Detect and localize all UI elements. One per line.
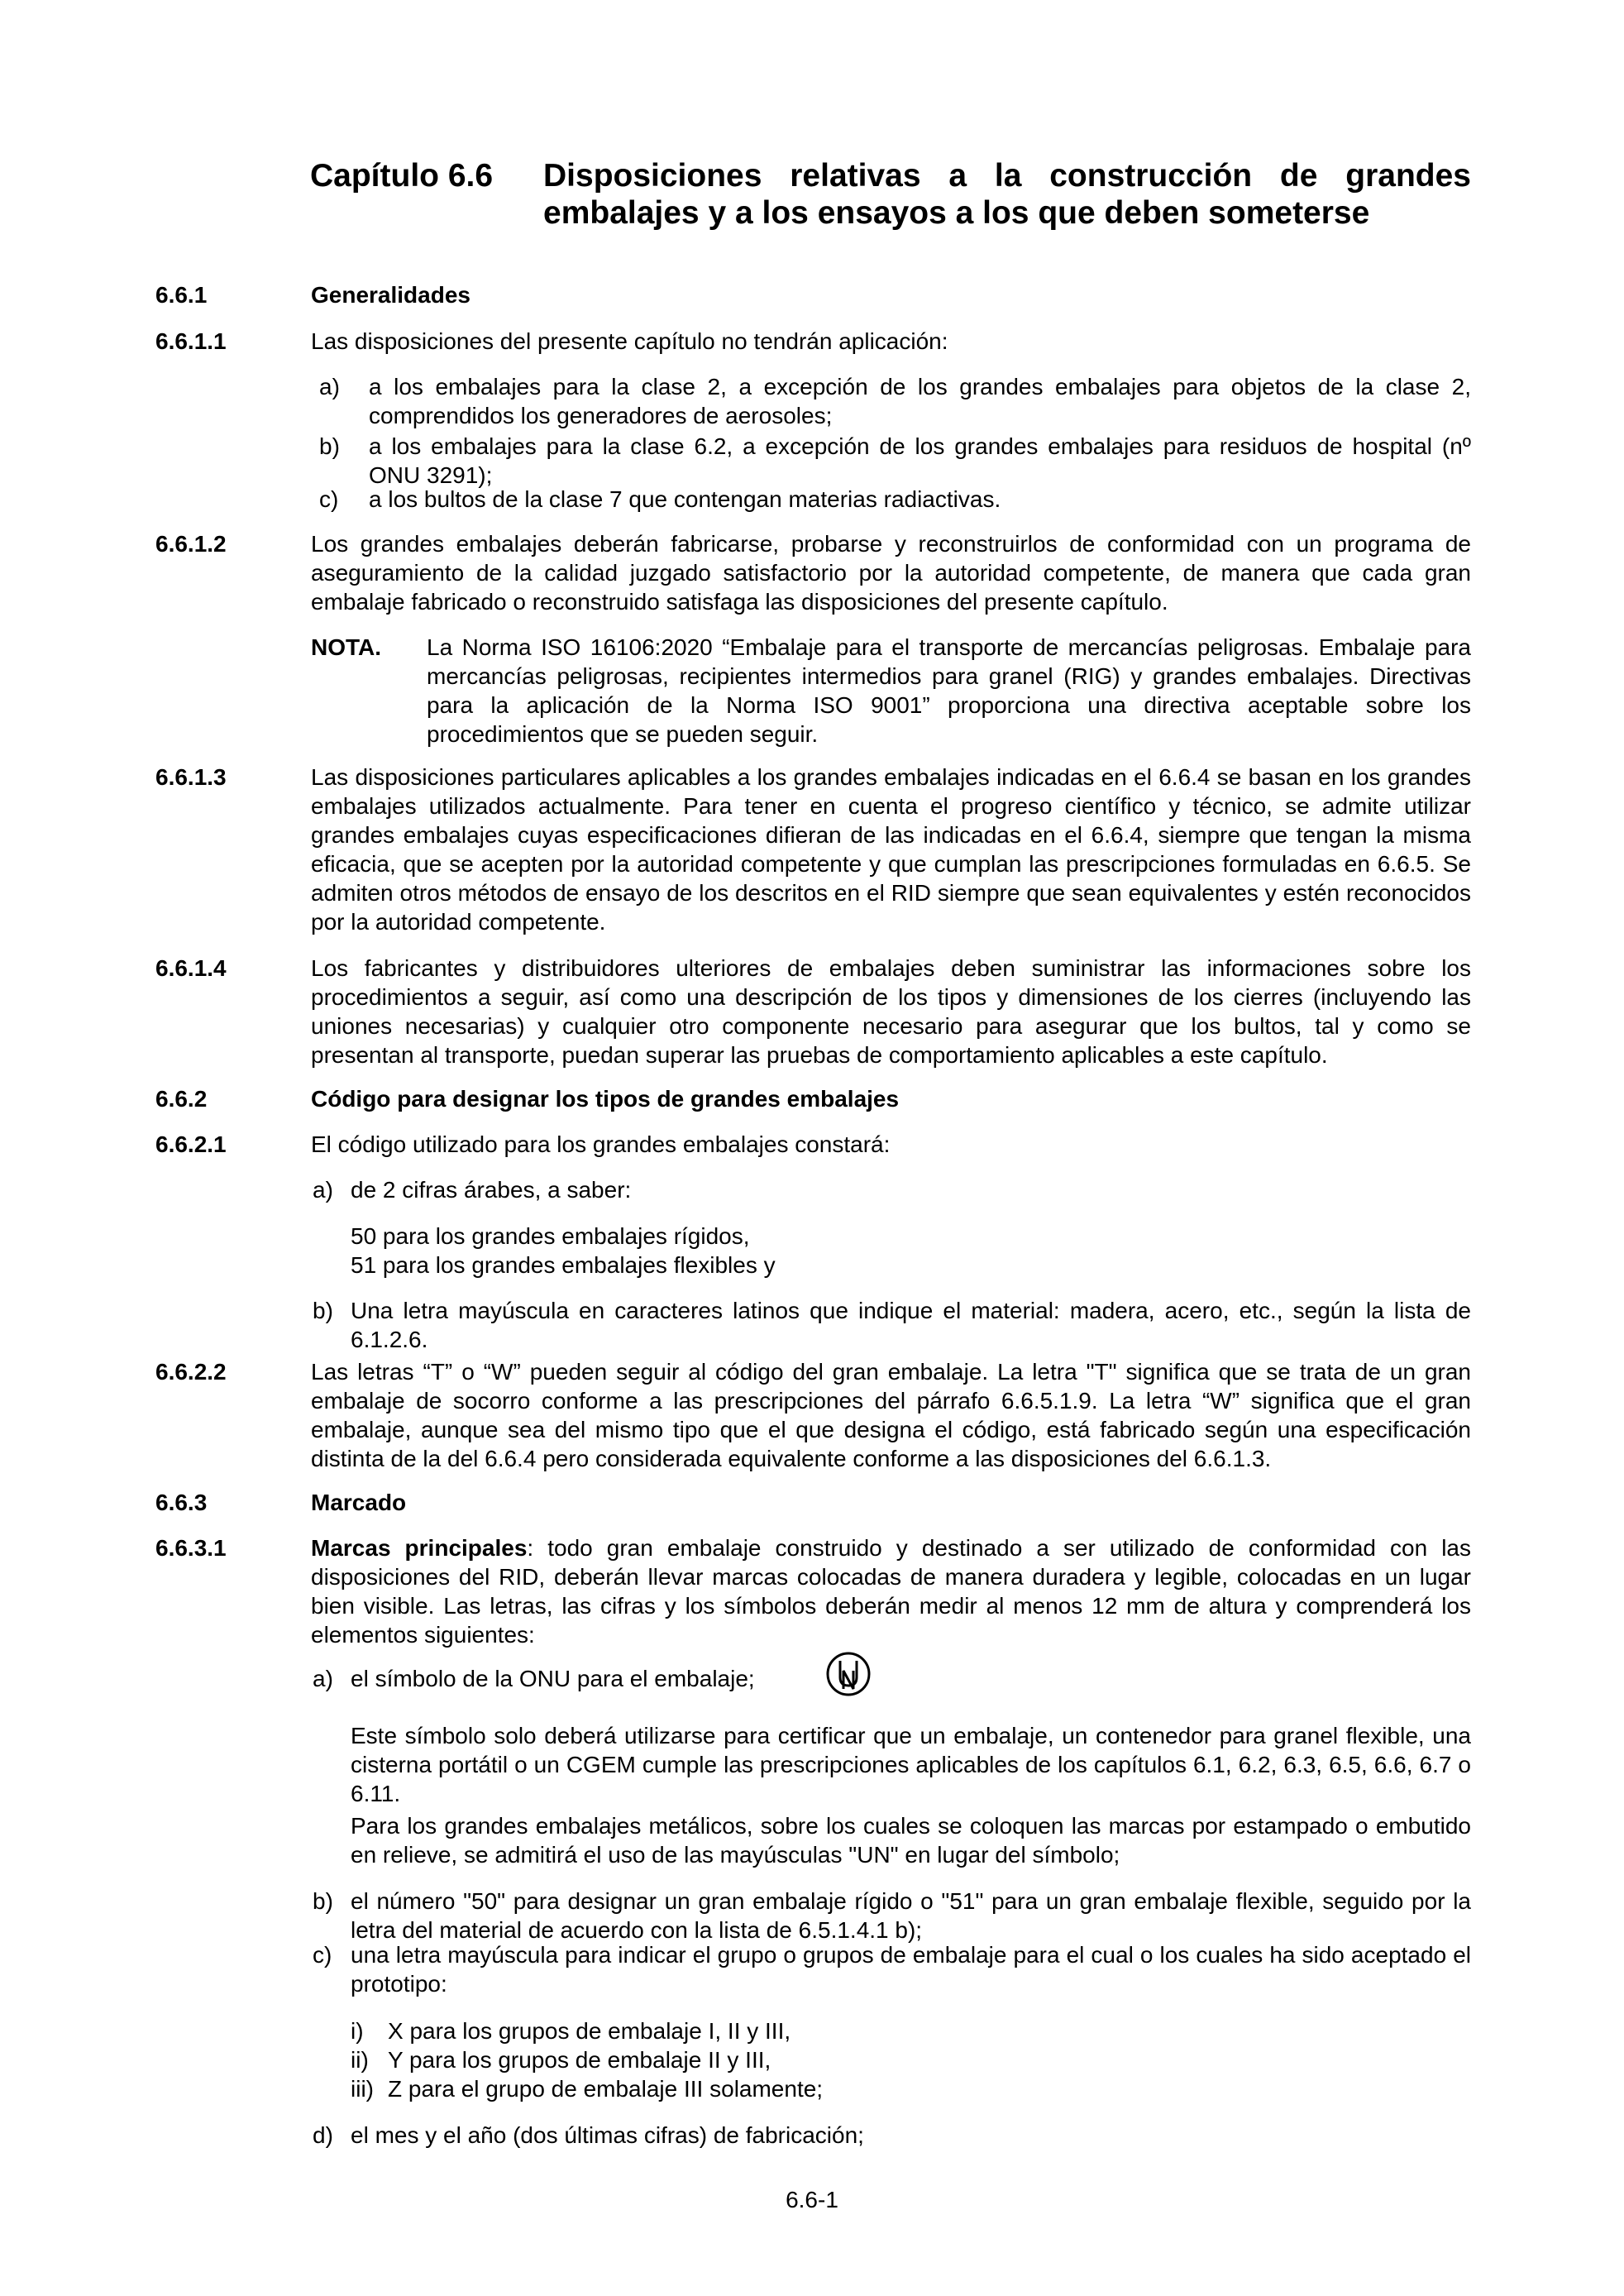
page-number: 6.6-1: [786, 2187, 838, 2212]
section-number: 6.6.1.2: [155, 531, 227, 557]
section-number: 6.6.1.4: [155, 955, 227, 981]
section-number: 6.6.1: [155, 282, 208, 308]
sub-list-label: ii): [351, 2047, 369, 2073]
sub-list-text: Z para el grupo de embalaje III solamente;: [388, 2076, 824, 2102]
paragraph: Las letras “T” o “W” pueden seguir al código del gran embalaje. La letra "T" significa que se trata de un gran embalaje de socorro conforme a las prescripciones del párrafo 6.6.5.1.9. La letra “W” significa que el gran embalaje, aunque sea del mismo tipo que el que designa el código, está fabricado según una especificación distinta de la del 6.6.4 pero considerada equivalente conforme a las disposiciones del 6.6.1.3.: [311, 1359, 1471, 1471]
paragraph: Este símbolo solo deberá utilizarse para certificar que un embalaje, un contenedor para granel flexible, una cisterna portátil o un CGEM cumple las prescripciones aplicables de los capítulos 6.1, 6.2, 6.3, 6.5, 6.6, 6.7 o 6.11.: [351, 1723, 1471, 1806]
paragraph-text: : todo gran embalaje construido y destinado a ser utilizado de conformidad con las disposiciones del RID, deberán llevar marcas colocadas de manera duradera y legible, colocadas en un lugar bien visible. Las letras, las cifras y los símbolos deberán medir al menos 12 mm de altura y comprenderá los elementos siguientes:: [311, 1535, 1472, 1648]
list-text: Una letra mayúscula en caracteres latinos que indique el material: madera, acero, etc., según la lista de 6.1.2.6.: [351, 1298, 1471, 1352]
paragraph: Los grandes embalajes deberán fabricarse, probarse y reconstruirlos de conformidad con un programa de aseguramiento de la calidad juzgado satisfactorio por la autoridad competente, de manera que cada gran embalaje fabricado o reconstruido satisfaga las disposiciones del presente capítulo.: [311, 531, 1471, 615]
list-label: b): [313, 1298, 333, 1323]
list-label: a): [319, 374, 340, 399]
list-text: a los embalajes para la clase 2, a excepción de los grandes embalajes para objetos de la clase 2, comprendidos los generadores de aerosoles;: [369, 374, 1471, 428]
list-text: a los bultos de la clase 7 que contengan materias radiactivas.: [369, 486, 1001, 512]
list-text: de 2 cifras árabes, a saber:: [351, 1177, 632, 1203]
list-text: una letra mayúscula para indicar el grupo o grupos de embalaje para el cual o los cuales ha sido aceptado el prototipo:: [351, 1942, 1471, 1997]
chapter-number: Capítulo 6.6: [310, 158, 494, 194]
list-label: b): [313, 1888, 333, 1914]
section-title: Generalidades: [311, 282, 470, 308]
section-number: 6.6.2.1: [155, 1131, 227, 1157]
section-title: Código para designar los tipos de grandes embalajes: [311, 1086, 900, 1112]
section-number: 6.6.3: [155, 1490, 208, 1515]
paragraph: El código utilizado para los grandes embalajes constará:: [311, 1131, 891, 1157]
paragraph: Las disposiciones particulares aplicables a los grandes embalajes indicadas en el 6.6.4 se basan en los grandes embalajes utilizados actualmente. Para tener en cuenta el progreso científico y técnico, se admite utilizar grandes embalajes cuyas especificaciones difieran de las indicadas en el 6.6.4, siempre que tengan la misma eficacia, que se acepten por la autoridad competente y que cumplan las prescripciones formuladas en 6.6.5. Se admiten otros métodos de ensayo de los descritos en el RID siempre que sean equivalentes y estén reconocidos por la autoridad competente.: [311, 764, 1471, 935]
section-number: 6.6.1.1: [155, 328, 227, 354]
list-label: d): [313, 2122, 333, 2148]
chapter-title: Disposiciones relativas a la construcción de grandes embalajes y a los ensayos a los que deben someterse: [543, 158, 1471, 231]
paragraph: Para los grandes embalajes metálicos, sobre los cuales se coloquen las marcas por estampado o embutido en relieve, se admitirá el uso de las mayúsculas "UN" en lugar del símbolo;: [351, 1813, 1471, 1868]
list-label: b): [319, 433, 340, 459]
note-text: La Norma ISO 16106:2020 “Embalaje para el transporte de mercancías peligrosas. Embalaje para mercancías peligrosas, recipientes intermedios para granel (RIG) y grandes embalajes. Directivas para la aplicación de la Norma ISO 9001” proporciona una directiva aceptable sobre los procedimientos que se pueden seguir.: [427, 634, 1471, 747]
paragraph: Las disposiciones del presente capítulo no tendrán aplicación:: [311, 328, 948, 354]
list-text: a los embalajes para la clase 6.2, a excepción de los grandes embalajes para residuos de hospital (nº ONU 3291);: [369, 433, 1471, 488]
list-text: el símbolo de la ONU para el embalaje;: [351, 1666, 755, 1691]
sub-list-text: Y para los grupos de embalaje II y III,: [388, 2047, 771, 2073]
sub-list-label: i): [351, 2018, 364, 2044]
note-label: NOTA.: [311, 634, 382, 660]
paragraph: [311, 1533, 1471, 1649]
list-text: el número "50" para designar un gran embalaje rígido o "51" para un gran embalaje flexible, seguido por la letra del material de acuerdo con la lista de 6.5.1.4.1 b);: [351, 1888, 1471, 1943]
list-label: a): [313, 1177, 333, 1203]
sub-list-text: X para los grupos de embalaje I, II y III,: [388, 2018, 791, 2044]
code-line: 51 para los grandes embalajes flexibles y: [351, 1252, 776, 1278]
section-number: 6.6.1.3: [155, 764, 227, 790]
section-title: Marcado: [311, 1490, 407, 1515]
list-label: c): [313, 1942, 332, 1968]
paragraph: Los fabricantes y distribuidores ulteriores de embalajes deben suministrar las informaciones sobre los procedimientos a seguir, así como una descripción de los tipos y dimensiones de los cierres (incluyendo las uniones necesarias) y cualquier otro componente necesario para asegurar que los bultos, tal y como se presentan al transporte, puedan superar las pruebas de comportamiento aplicables a este capítulo.: [311, 955, 1471, 1068]
un-packaging-symbol-icon: [825, 1651, 872, 1697]
list-label: a): [313, 1666, 333, 1691]
section-number: 6.6.2.2: [155, 1359, 227, 1385]
section-number: 6.6.3.1: [155, 1535, 227, 1561]
section-number: 6.6.2: [155, 1086, 208, 1112]
code-line: 50 para los grandes embalajes rígidos,: [351, 1223, 750, 1249]
list-text: el mes y el año (dos últimas cifras) de fabricación;: [351, 2122, 864, 2148]
paragraph-lead: Marcas principales: [311, 1535, 528, 1561]
sub-list-label: iii): [351, 2076, 374, 2102]
list-label: c): [319, 486, 339, 512]
